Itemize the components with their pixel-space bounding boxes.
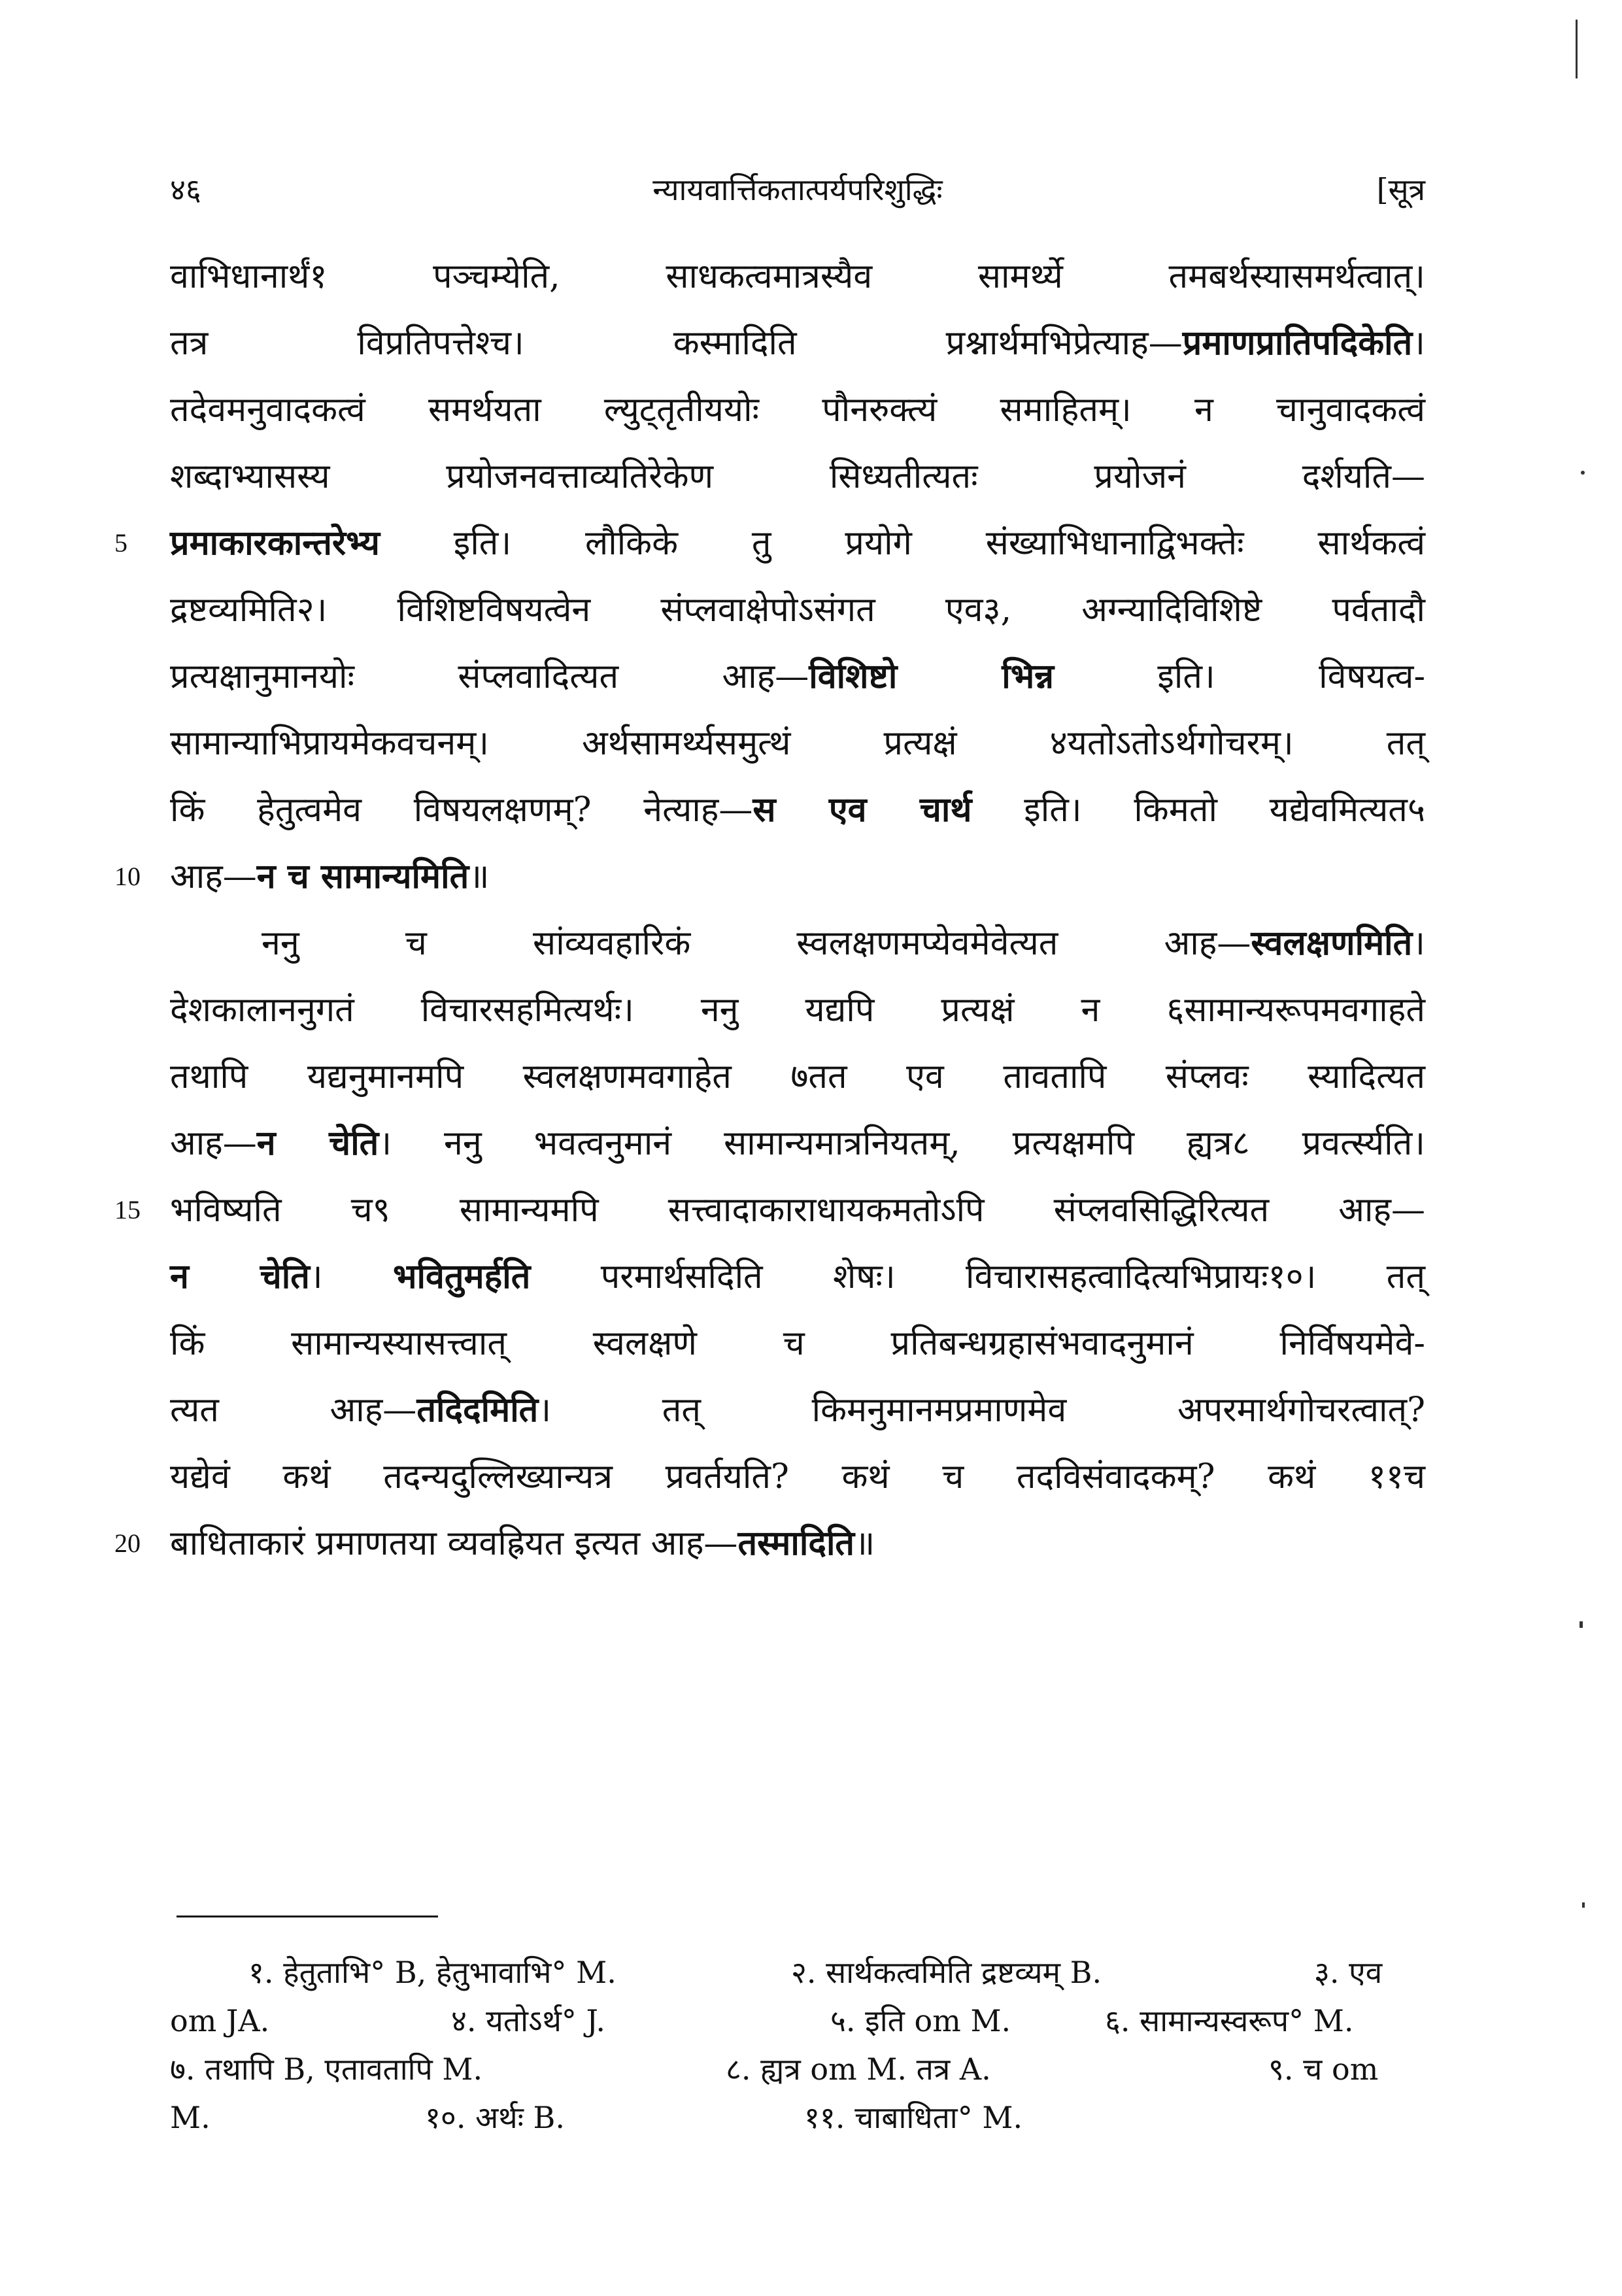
- text-segment: ।: [309, 1257, 393, 1296]
- text-line: [114, 1510, 1425, 1577]
- page-number: ४६: [170, 172, 201, 207]
- text-segment: भविष्यति च९ सामान्यमपि सत्त्वादाकाराधायकमतोऽपि संप्लवसिद्धिरित्यत आह—: [170, 1190, 1425, 1230]
- running-title: न्यायवार्त्तिकतात्पर्यपरिशुद्धिः: [652, 172, 943, 207]
- text-line: [170, 910, 1425, 977]
- text-segment: यद्येवं कथं तदन्यदुल्लिख्यान्यत्र प्रवर्तयति? कथं च तदविसंवादकम्? कथं ११च: [170, 1457, 1425, 1496]
- bold-lemma: प्रमाकारकान्तरेभ्य: [170, 523, 380, 563]
- footnote-line: [170, 1997, 1425, 2045]
- bold-lemma: स्वलक्षणमिति: [1251, 923, 1413, 963]
- text-segment: ननु च सांव्यवहारिकं स्वलक्षणमप्येवमेवेत्यत आह—: [262, 924, 1251, 963]
- bold-lemma: तस्मादिति: [737, 1523, 855, 1563]
- text-segment: ।: [1412, 324, 1425, 363]
- running-header: [170, 169, 1425, 221]
- text-segment: वाभिधानार्थं१ पञ्चम्येति, साधकत्वमात्रस्यैव सामर्थ्ये तमबर्थस्यासमर्थत्वात्।: [170, 257, 1425, 296]
- bold-lemma: प्रमाणप्रातिपदिकेति: [1182, 323, 1413, 363]
- text-line: [170, 1310, 1425, 1377]
- text-line: [170, 1443, 1425, 1510]
- text-segment: इति। विषयत्व-: [1053, 657, 1426, 696]
- text-segment: प्रत्यक्षानुमानयोः संप्लवादित्यत आह—: [170, 657, 809, 696]
- text-segment: बाधिताकारं प्रमाणतया व्यवह्रियत इत्यत आह—: [170, 1524, 738, 1563]
- text-line: [170, 1043, 1425, 1110]
- text-segment: इति। लौकिके तु प्रयोगे संख्याभिधानाद्विभक्तेः सार्थकत्वं: [379, 524, 1425, 563]
- main-text: [114, 243, 1426, 1577]
- footnote-entry: २. सार्थकत्वमिति द्रष्टव्यम् B.: [791, 1955, 1102, 1990]
- text-line: [170, 710, 1425, 777]
- bold-lemma: न चेति: [256, 1123, 379, 1163]
- footnote-entry: ६. सामान्यस्वरूप° M.: [1105, 2003, 1354, 2038]
- line-number: 5: [114, 528, 127, 558]
- footnote-entry: om JA.: [170, 2003, 270, 2038]
- bold-lemma: न चेति: [170, 1257, 310, 1296]
- footnote-entry: ९. च om: [1268, 2051, 1379, 2087]
- footnote-entry: ५. इति om M.: [830, 2003, 1011, 2038]
- text-line: [170, 643, 1425, 710]
- bold-lemma: स एव चार्थ: [752, 790, 972, 830]
- line-number: 10: [114, 862, 141, 891]
- footnote-entry: १०. अर्थः B.: [425, 2100, 565, 2135]
- text-segment: इति। किमतो यद्येवमित्यत५: [972, 790, 1425, 830]
- text-line: [170, 310, 1425, 377]
- text-segment: आह—: [170, 857, 257, 896]
- text-segment: सामान्याभिप्रायमेकवचनम्। अर्थसामर्थ्यसमुत्थं प्रत्यक्षं ४यतोऽतोऽर्थगोचरम्। तत्: [170, 724, 1425, 763]
- footnote-entry: १. हेतुताभि° B, हेतुभावाभि° M.: [248, 1955, 617, 1990]
- text-segment: त्यत आह—: [170, 1391, 417, 1430]
- text-segment: द्रष्टव्यमिति२। विशिष्टविषयत्वेन संप्लवाक्षेपोऽसंगत एव३, अग्न्यादिविशिष्टे पर्वतादौ: [170, 590, 1425, 630]
- section-label: [सूत्र: [1376, 172, 1425, 207]
- text-line: [170, 577, 1425, 643]
- text-segment: देशकालाननुगतं विचारसहमित्यर्थः। ननु यद्यपि प्रत्यक्षं न ६सामान्यरूपमवगाहते: [170, 990, 1425, 1030]
- footnote-entry: ३. एव: [1314, 1955, 1383, 1990]
- text-line: [170, 443, 1425, 510]
- text-line: [114, 1177, 1425, 1243]
- text-segment: शब्दाभ्यासस्य प्रयोजनवत्ताव्यतिरेकेण सिध्यतीत्यतः प्रयोजनं दर्शयति—: [170, 457, 1425, 496]
- footnote-entry: M.: [170, 2100, 211, 2135]
- text-segment: तदेवमनुवादकत्वं समर्थयता ल्युट्तृतीययोः पौनरुक्त्यं समाहितम्। न चानुवादकत्वं: [170, 390, 1425, 430]
- bold-lemma: भवितुमर्हति: [392, 1257, 531, 1296]
- text-segment: परमार्थसदिति शेषः। विचारासहत्वादित्यभिप्रायः१०। तत्: [530, 1257, 1426, 1296]
- text-line: [170, 243, 1425, 310]
- text-line: [170, 1110, 1425, 1177]
- text-segment: ।: [1412, 924, 1425, 963]
- footnote-rule: [177, 1916, 438, 1917]
- bold-lemma: तदिदमिति: [416, 1390, 539, 1430]
- footnote-entry: ११. चाबाधिता° M.: [804, 2100, 1023, 2135]
- scan-speck: [1582, 1902, 1585, 1908]
- footnote-entry: ८. ह्यत्र om M. तत्र A.: [726, 2051, 991, 2087]
- text-line: [170, 977, 1425, 1043]
- scan-speck: [1576, 20, 1578, 78]
- footnotes: [170, 1948, 1425, 2142]
- text-segment: आह—: [170, 1124, 257, 1163]
- text-line: [170, 1243, 1425, 1310]
- bold-lemma: न च सामान्यमिति: [256, 856, 469, 896]
- text-segment: तथापि यद्यनुमानमपि स्वलक्षणमवगाहेत ७तत एव तावतापि संप्लवः स्यादित्यत: [170, 1057, 1425, 1096]
- text-segment: । ननु भवत्वनुमानं सामान्यमात्रनियतम्, प्रत्यक्षमपि ह्यत्र८ प्रवर्त्स्यति।: [379, 1124, 1425, 1163]
- text-line: [114, 510, 1425, 577]
- footnote-line: [170, 2045, 1425, 2093]
- footnote-line: [170, 1948, 1425, 1997]
- text-line: [114, 843, 1425, 910]
- line-number: 15: [114, 1195, 141, 1224]
- line-number: 20: [114, 1528, 141, 1558]
- text-segment: । तत् किमनुमानमप्रमाणमेव अपरमार्थगोचरत्वात्?: [538, 1391, 1425, 1430]
- scan-speck: [1580, 1621, 1583, 1628]
- footnote-entry: ४. यतोऽर्थ° J.: [451, 2003, 605, 2038]
- bold-lemma: विशिष्टो भिन्न: [809, 656, 1054, 696]
- text-segment: किं सामान्यस्यासत्त्वात् स्वलक्षणे च प्रतिबन्धग्रहासंभवादनुमानं निर्विषयमेवे-: [170, 1324, 1425, 1363]
- text-segment: ॥: [469, 857, 490, 896]
- text-segment: ॥: [854, 1524, 875, 1563]
- scan-speck: [1581, 471, 1585, 475]
- footnote-line: [170, 2093, 1425, 2142]
- text-line: [170, 1377, 1425, 1443]
- text-line: [170, 777, 1425, 843]
- text-segment: तत्र विप्रतिपत्तेश्च। कस्मादिति प्रश्नार्थमभिप्रेत्याह—: [170, 324, 1183, 363]
- text-line: [170, 377, 1425, 443]
- footnote-entry: ७. तथापि B, एतावतापि M.: [170, 2051, 483, 2087]
- text-segment: किं हेतुत्वमेव विषयलक्षणम्? नेत्याह—: [170, 790, 753, 830]
